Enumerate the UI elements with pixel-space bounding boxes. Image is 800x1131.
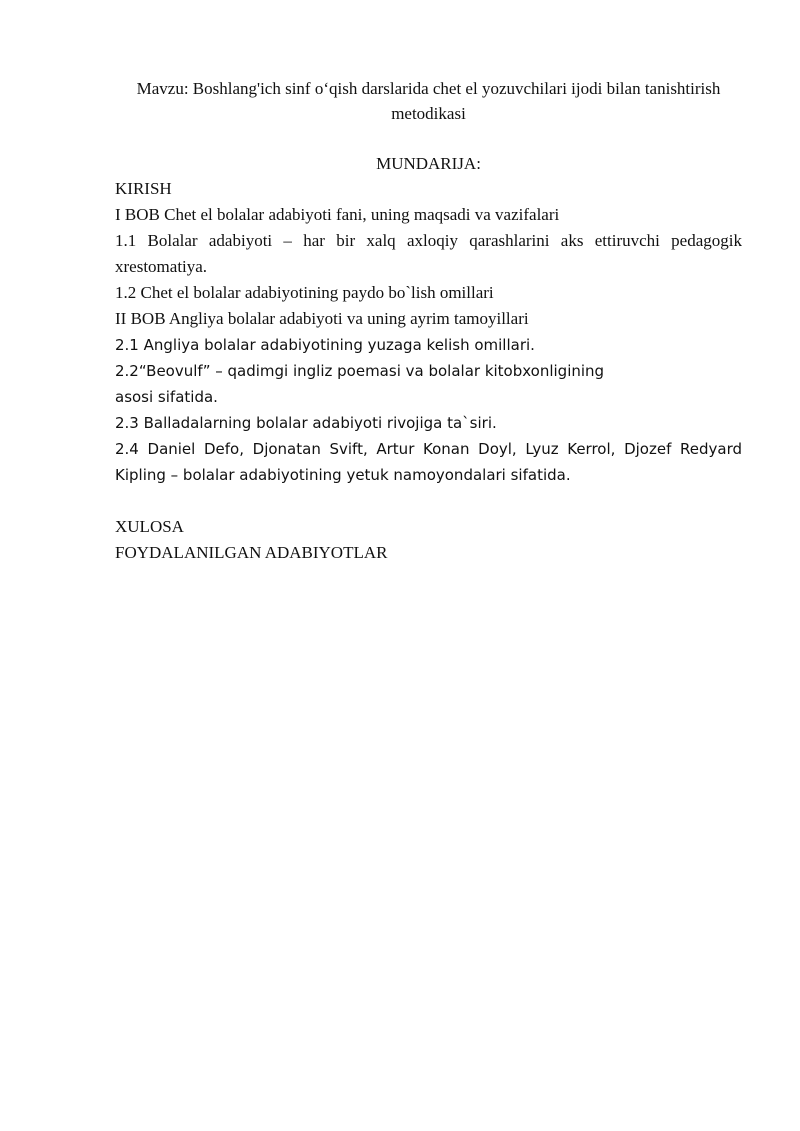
toc-entry-section-1-1: 1.1 Bolalar adabiyoti – har bir xalq axloqiy qarashlarini aks ettiruvchi pedagogik xrestomatiya.	[115, 231, 742, 276]
table-of-contents	[115, 176, 742, 566]
toc-entry-chapter-1: I BOB Chet el bolalar adabiyoti fani, uning maqsadi va vazifalari	[115, 205, 560, 224]
toc-entry-chapter-2: II BOB Angliya bolalar adabiyoti va uning ayrim tamoyillari	[115, 309, 529, 328]
toc-entry-references: FOYDALANILGAN ADABIYOTLAR	[115, 543, 388, 562]
toc-entry-section-2-1: 2.1 Angliya bolalar adabiyotining yuzaga kelish omillari.	[115, 336, 535, 354]
spacer	[115, 488, 742, 514]
table-of-contents-heading: MUNDARIJA:	[376, 154, 481, 173]
toc-entry-section-2-3: 2.3 Balladalarning bolalar adabiyoti rivojiga ta`siri.	[115, 414, 497, 432]
toc-entry-section-2-4: 2.4 Daniel Defo, Djonatan Svift, Artur Konan Doyl, Lyuz Kerrol, Djozef Redyard Kipling – bolalar adabiyotining yetuk namoyondalari sifatida.	[115, 440, 742, 484]
toc-entry-introduction: KIRISH	[115, 179, 172, 198]
toc-entry-section-2-2: 2.2“Beovulf” – qadimgi ingliz poemasi va bolalar kitobxonligining	[115, 362, 605, 380]
toc-entry-section-2-2-continued: asosi sifatida.	[115, 388, 218, 406]
document-title: Mavzu: Boshlang'ich sinf o‘qish darslarida chet el yozuvchilari ijodi bilan tanishtirish metodikasi	[136, 79, 721, 123]
toc-entry-conclusion: XULOSA	[115, 517, 184, 536]
toc-entry-section-1-2: 1.2 Chet el bolalar adabiyotining paydo bo`lish omillari	[115, 283, 494, 302]
